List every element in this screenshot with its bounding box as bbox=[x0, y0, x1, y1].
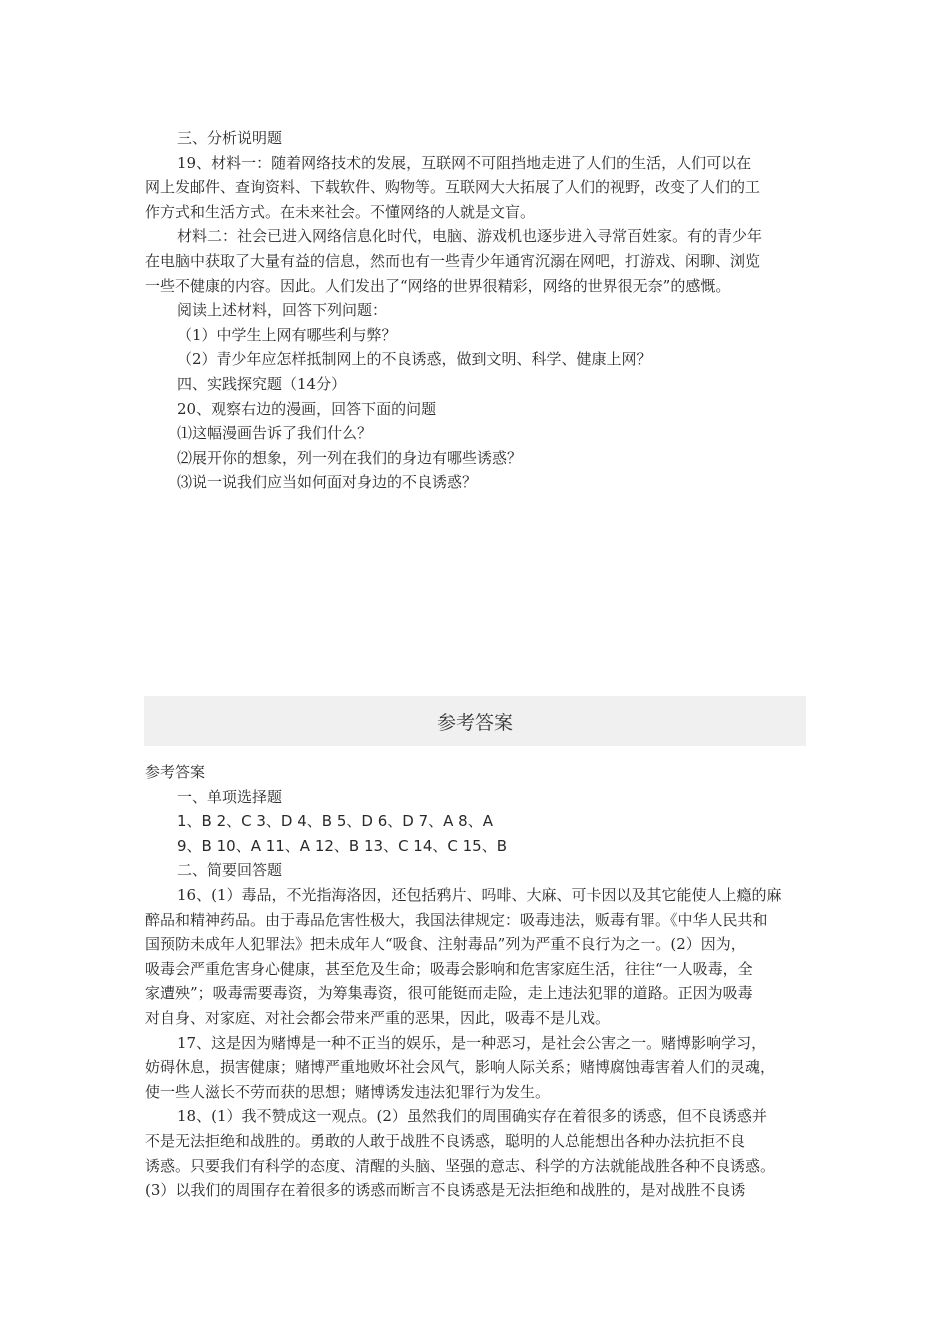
a16-line-6: 对自身、对家庭、对社会都会带来严重的恶果，因此，吸毒不是儿戏。 bbox=[145, 1008, 611, 1027]
part2-heading: 二、简要回答题 bbox=[177, 861, 283, 880]
a17-line-2: 妨碍休息，损害健康；赌博严重地败坏社会风气，影响人际关系；赌博腐蚀毒害着人们的灵魂， bbox=[145, 1058, 776, 1077]
section3-heading: 三、分析说明题 bbox=[177, 129, 283, 147]
answers-label: 参考答案 bbox=[145, 763, 206, 781]
material2-line-3: 一些不健康的内容。因此。人们发出了“网络的世界很精彩，网络的世界很无奈”的感慨。 bbox=[145, 276, 731, 295]
q19-sub2: （2）青少年应怎样抵制网上的不良诱惑，做到文明、科学、健康上网？ bbox=[177, 350, 652, 369]
a18-line-1: 18、(1）我不赞成这一观点。(2）虽然我们的周围确实存在着很多的诱惑，但不良诱惑并 bbox=[177, 1107, 767, 1126]
a17-line-1: 17、这是因为赌博是一种不正当的娱乐，是一种恶习，是社会公害之一。赌博影响学习， bbox=[177, 1033, 767, 1052]
a16-line-5: 家遭殃”；吸毒需要毒资，为筹集毒资，很可能铤而走险，走上违法犯罪的道路。正因为吸毒 bbox=[145, 984, 753, 1003]
answer-banner bbox=[144, 696, 806, 746]
material2-line-1: 材料二：社会已进入网络信息化时代，电脑、游戏机也逐步进入寻常百姓家。有的青少年 bbox=[177, 227, 763, 246]
q20-item-2: ⑵展开你的想象，列一列在我们的身边有哪些诱惑？ bbox=[177, 448, 523, 467]
q20-item-3: ⑶说一说我们应当如何面对身边的不良诱惑？ bbox=[177, 473, 478, 492]
a18-line-2: 不是无法拒绝和战胜的。勇敢的人敢于战胜不良诱惑，聪明的人总能想出各种办法抗拒不良 bbox=[145, 1131, 746, 1150]
section4-heading: 四、实践探究题（14分） bbox=[177, 374, 347, 393]
material2-line-2: 在电脑中获取了大量有益的信息，然而也有一些青少年通宵沉溺在网吧，打游戏、闲聊、浏览 bbox=[145, 251, 761, 270]
mc-answers-row-1: 1、B 2、C 3、D 4、B 5、D 6、D 7、A 8、A bbox=[177, 812, 493, 831]
a16-line-4: 吸毒会严重危害身心健康，甚至危及生命；吸毒会影响和危害家庭生活，往往“一人吸毒，全 bbox=[145, 959, 753, 978]
mc-answers-row-2: 9、B 10、A 11、A 12、B 13、C 14、C 15、B bbox=[177, 836, 508, 855]
a16-line-3: 国预防未成年人犯罪法》把未成年人“吸食、注射毒品”列为严重不良行为之一。(2）因为， bbox=[145, 935, 746, 954]
a16-line-1: 16、(1）毒品，不光指海洛因，还包括鸦片、吗啡、大麻、可卡因以及其它能使人上瘾的麻 bbox=[177, 885, 782, 904]
q19-prompt: 阅读上述材料，回答下列问题： bbox=[177, 301, 388, 320]
part1-heading: 一、单项选择题 bbox=[177, 787, 283, 806]
answers-section bbox=[145, 760, 807, 1203]
a18-line-3: 诱惑。只要我们有科学的态度、清醒的头脑、坚强的意志、科学的方法就能战胜各种不良诱惑。 bbox=[145, 1156, 776, 1175]
a18-line-4: (3）以我们的周围存在着很多的诱惑而断言不良诱惑是无法拒绝和战胜的，是对战胜不良诱 bbox=[145, 1181, 746, 1200]
q20-item-1: ⑴这幅漫画告诉了我们什么？ bbox=[177, 424, 373, 443]
q19-line-3: 作方式和生活方式。在未来社会。不懂网络的人就是文盲。 bbox=[145, 202, 536, 221]
a16-line-2: 醉品和精神药品。由于毒品危害性极大，我国法律规定：吸毒违法，贩毒有罪。《中华人民共和 bbox=[145, 910, 768, 929]
q19-line-1: 19、材料一：随着网络技术的发展，互联网不可阻挡地走进了人们的生活，人们可以在 bbox=[177, 153, 752, 172]
q20-title: 20、观察右边的漫画，回答下面的问题 bbox=[177, 399, 437, 418]
a17-line-3: 使一些人滋长不劳而获的思想；赌博诱发违法犯罪行为发生。 bbox=[145, 1082, 551, 1101]
q19-sub1: （1）中学生上网有哪些利与弊？ bbox=[177, 325, 397, 344]
questions-section bbox=[145, 126, 807, 495]
q19-line-2: 网上发邮件、查询资料、下载软件、购物等。互联网大大拓展了人们的视野，改变了人们的工 bbox=[145, 178, 761, 197]
banner-title: 参考答案 bbox=[436, 711, 513, 734]
